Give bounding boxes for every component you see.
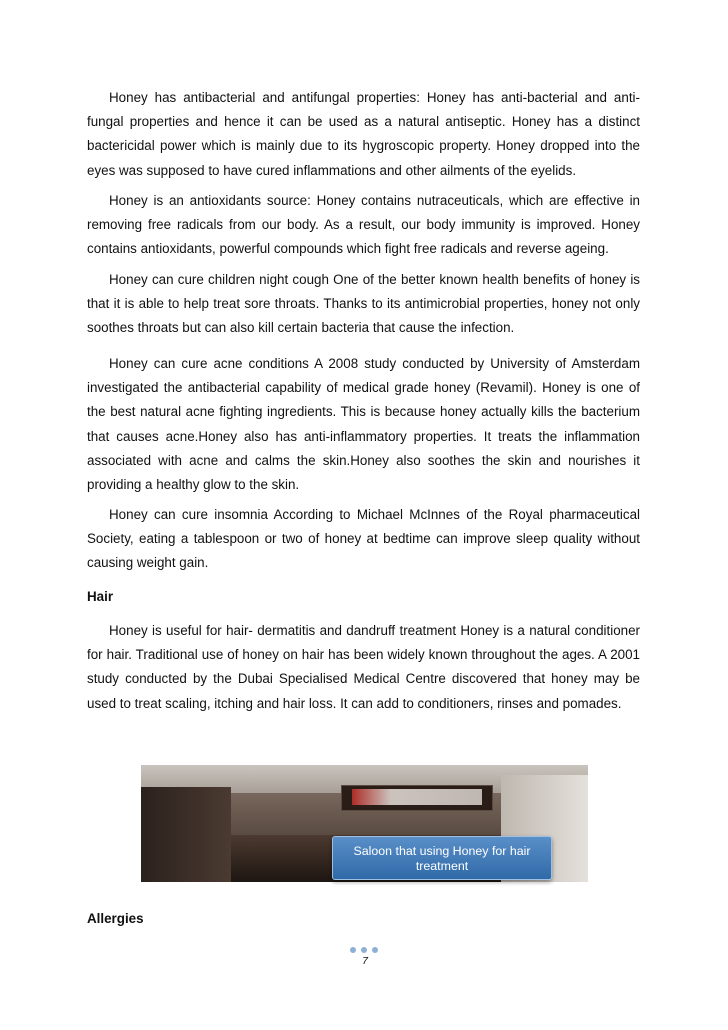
footer-dot	[361, 947, 367, 953]
paragraph-night-cough: Honey can cure children night cough One of the better known health benefits of honey is that it is able to help treat sore throats. Thanks to its antimicrobial properties, honey not only soothes throats but can also kill certain bacteria that cause the infection.	[87, 272, 640, 336]
section-heading-allergies: Allergies	[87, 911, 144, 926]
footer-dots-icon	[350, 947, 380, 955]
image-caption: Saloon that using Honey for hair treatment	[332, 836, 552, 880]
photo-wall-left	[141, 787, 231, 882]
paragraph-antioxidants: Honey is an antioxidants source: Honey contains nutraceuticals, which are effective in removing free radicals from our body. As a result, our body immunity is improved. Honey contains antioxidants, powerful compounds which fight free radicals and reverse ageing.	[87, 193, 640, 257]
paragraph-hair: Honey is useful for hair- dermatitis and dandruff treatment Honey is a natural conditioner for hair. Traditional use of honey on hair has been widely known throughout the ages. A 2001 study conducted by the Dubai Specialised Medical Centre discovered that honey may be used to treat scaling, itching and hair loss. It can add to conditioners, rinses and pomades.	[87, 623, 640, 711]
page-number: 7	[362, 955, 368, 967]
footer-dot	[372, 947, 378, 953]
paragraph-insomnia: Honey can cure insomnia According to Michael McInnes of the Royal pharmaceutical Society, eating a tablespoon or two of honey at bedtime can improve sleep quality without causing weight gain.	[87, 507, 640, 571]
paragraph-acne: Honey can cure acne conditions A 2008 study conducted by University of Amsterdam investigated the antibacterial capability of medical grade honey (Revamil). Honey is one of the best natural acne fighting ingredients. This is because honey actually kills the bacterium that causes acne.Honey also has anti-inflammatory properties. It treats the inflammation associated with acne and calms the skin.Honey also soothes the skin and nourishes it providing a healthy glow to the skin.	[87, 356, 640, 493]
section-heading-hair: Hair	[87, 589, 114, 604]
saloon-sign	[341, 785, 493, 811]
footer-dot	[350, 947, 356, 953]
paragraph-antibacterial: Honey has antibacterial and antifungal properties: Honey has anti-bacterial and anti-fungal properties and hence it can be used as a natural antiseptic. Honey has a distinct bactericidal power which is mainly due to its hygroscopic property. Honey dropped into the eyes was supposed to have cured inflammations and other ailments of the eyelids.	[87, 90, 640, 178]
saloon-sign-logo	[352, 789, 482, 805]
